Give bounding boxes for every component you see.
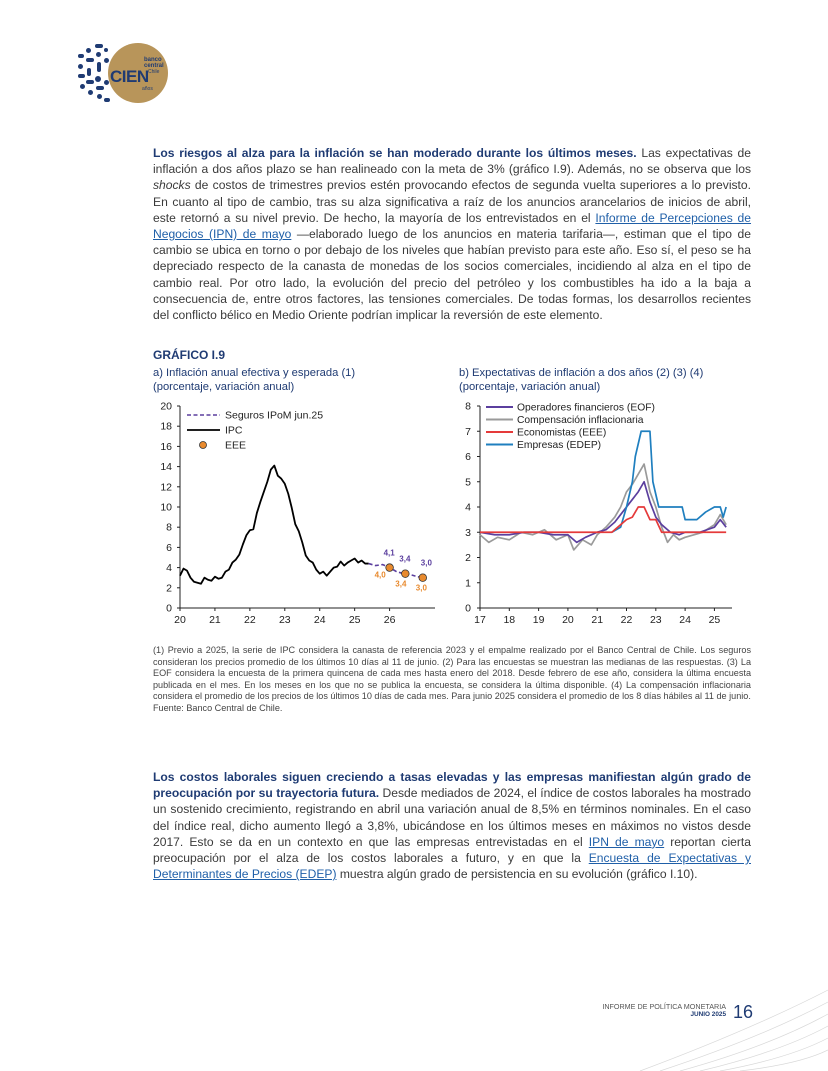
y-tick-label: 0 — [166, 602, 172, 615]
y-tick-label: 16 — [160, 440, 172, 453]
legend-eee-label: EEE — [225, 439, 247, 452]
paragraph-text: muestra algún grado de persistencia en su evolución (gráfico I.10). — [336, 867, 698, 882]
logo-brand-line2: central — [144, 63, 164, 69]
x-tick-label: 25 — [348, 614, 361, 626]
graph-footnotes: (1) Previo a 2025, la serie de IPC considera la canasta de referencia 2023 y el empalme realizado por el Banco Central de Chile. Los seguros consideran los precios promedio de los últimos 10 días al 11 de junio. (2) Para las encuestas se muestran las medianas de las respuestas. (3) La EOF considera la encuesta de la primera quincena de cada mes hasta enero del 2018. Desde febrero de ese año, considera la última encuesta publicada en el mes. En los meses en los que no se publica la encuesta, se considera la última disponible. (4) La compensación inflacionaria considera el promedio de los precios de los últimos 10 días de cada mes. Para junio 2025 considera el promedio de los 8 días hábiles al 11 de junio. — [153, 645, 751, 702]
panel-a-heading — [153, 366, 355, 394]
x-tick-label: 23 — [278, 614, 291, 626]
series-edep-line — [612, 431, 726, 532]
y-tick-label: 4 — [465, 501, 471, 514]
y-tick-label: 8 — [465, 400, 471, 413]
eee-data-label: 4,0 — [374, 570, 386, 580]
page-number: 16 — [733, 1002, 754, 1022]
series-eof-line — [480, 482, 726, 543]
banco-central-cien-logo — [76, 40, 172, 106]
legend-eee-swatch — [200, 442, 207, 449]
x-tick-label: 21 — [209, 614, 221, 626]
legend-eee-label: Economistas (EEE) — [517, 427, 607, 439]
series-compensacion-line — [480, 464, 726, 550]
paragraph-text: de costos de trimestres previos estén provocando efectos de segunda vuelta superiores a lo previsto. En cuanto al tipo de cambio, tras su alza significativa a raíz de los anuncios arancelarios de inicios de abril, este retornó a su nivel previo. De hecho, la mayoría de los entrevistados en el — [153, 178, 751, 225]
x-tick-label: 24 — [679, 614, 691, 626]
paragraph-text: —elaborado luego de los anuncios en materia tarifaria—, estiman que el tipo de cambio se ubica en torno o por debajo de los niveles que habían previsto para este año. Eso sí, el peso se ha depreciado respecto de la canasta de monedas de los socios comerciales, incidiendo al alza en el tipo de cambio real. Por otro lado, la evolución del precio del petróleo y los combustibles ha ido a la baja a consecuencia de, entre otros factores, las tensiones comerciales. De todas formas, los desarrollos recientes del conflicto bélico en Medio Oriente podrían implicar la reversión de este elemento. — [153, 227, 751, 323]
eee-point — [419, 574, 427, 582]
x-tick-label: 20 — [174, 614, 186, 626]
legend-compensacion-label: Compensación inflacionaria — [517, 415, 644, 426]
panel-a-title: a) Inflación anual efectiva y esperada (1) — [153, 367, 356, 379]
eee-point — [386, 564, 394, 572]
y-tick-label: 4 — [166, 562, 172, 575]
footer-title: INFORME DE POLÍTICA MONETARIA — [602, 1002, 726, 1011]
paragraph-italic: shocks — [153, 178, 191, 193]
footer-publication — [602, 1002, 726, 1019]
graph-source: Fuente: Banco Central de Chile. — [153, 702, 283, 713]
ipn-link[interactable]: Informe de Percepciones de Negocios (IPN) de mayo — [153, 210, 752, 242]
y-tick-label: 20 — [160, 400, 172, 413]
seguros-data-label: 4,1 — [383, 548, 395, 558]
paragraph-text: reportan cierta preocupación por el alza de los costos laborales a futuro, y en que la — [153, 834, 751, 866]
paragraph-inflation-risks — [153, 145, 751, 323]
paragraph-text: Desde mediados de 2024, el índice de costos laborales ha mostrado un sostenido crecimiento, registrando en abril una variación anual de 8,5% en términos nominales. En el caso del índice real, dicho aumento llegó a 3,8%, ubicándose en los últimos meses en máximos no vistos desde 2017. Esto se da en un contexto en que las empresas entrevistadas en el — [153, 786, 751, 849]
logo-brand-line3: Chile — [148, 69, 160, 75]
paragraph-lead: Los costos laborales siguen creciendo a tasas elevadas y las empresas manifiestan algún grado de preocupación por su trayectoria futura. — [153, 770, 751, 801]
y-tick-label: 14 — [160, 461, 172, 474]
seguros-data-label: 3,4 — [399, 554, 411, 564]
y-tick-label: 2 — [465, 552, 471, 564]
logo-brand-line1: banco — [144, 57, 162, 63]
paragraph-lead: Los riesgos al alza para la inflación se han moderado durante los últimos meses. — [153, 146, 637, 160]
legend-ipc-label: IPC — [225, 424, 243, 437]
logo-small-text: años — [142, 86, 153, 92]
x-tick-label: 23 — [649, 614, 662, 626]
x-tick-label: 20 — [562, 614, 574, 626]
footer-date: JUNIO 2025 — [690, 1011, 726, 1018]
chart-a — [145, 398, 445, 634]
eee-data-label: 3,4 — [395, 579, 407, 589]
x-tick-label: 17 — [474, 614, 486, 626]
y-tick-label: 3 — [465, 526, 471, 539]
x-tick-label: 26 — [383, 614, 396, 626]
graph-notes — [153, 645, 751, 715]
legend-edep-label: Empresas (EDEP) — [517, 440, 602, 451]
y-tick-label: 8 — [166, 521, 172, 534]
x-tick-label: 21 — [591, 614, 604, 626]
y-tick-label: 10 — [160, 501, 172, 514]
x-tick-label: 25 — [708, 614, 721, 626]
x-tick-label: 24 — [313, 614, 326, 626]
legend-eof-label: Operadores financieros (EOF) — [517, 402, 655, 414]
y-tick-label: 18 — [160, 420, 172, 433]
decorative-curves — [600, 980, 828, 1071]
seguros-data-label: 3,0 — [420, 558, 432, 568]
y-tick-label: 2 — [166, 582, 172, 595]
x-tick-label: 19 — [532, 614, 545, 626]
chart-b — [450, 398, 750, 634]
y-tick-label: 6 — [166, 541, 172, 554]
edep-link[interactable]: Encuesta de Expectativas y Determinantes de Precios (EDEP) — [153, 851, 751, 882]
y-tick-label: 1 — [465, 577, 471, 590]
panel-b-title: b) Expectativas de inflación a dos años (2) (3) (4) — [459, 367, 704, 379]
panel-b-heading — [459, 366, 703, 394]
x-tick-label: 22 — [244, 614, 256, 626]
x-tick-label: 18 — [503, 614, 516, 626]
y-tick-label: 5 — [465, 476, 471, 489]
logo-big-text: CIEN — [110, 67, 149, 86]
panel-b-subtitle: (porcentaje, variación anual) — [459, 381, 601, 393]
eee-point — [402, 570, 410, 578]
legend-seguros-label: Seguros IPoM jun.25 — [225, 409, 324, 422]
eee-data-label: 3,0 — [415, 583, 427, 593]
y-tick-label: 7 — [465, 425, 471, 438]
y-tick-label: 12 — [160, 481, 172, 494]
paragraph-text: Las expectativas de inflación a dos años plazo se han realineado con la meta de 3% (gráfico I.9). Además, no se observa que los — [153, 146, 751, 177]
paragraph-labor-costs — [153, 769, 751, 882]
panel-a-subtitle: (porcentaje, variación anual) — [153, 381, 295, 393]
y-tick-label: 0 — [465, 602, 471, 615]
x-tick-label: 22 — [620, 614, 633, 626]
series-ipc-line — [180, 466, 369, 584]
y-tick-label: 6 — [465, 451, 471, 463]
graph-title: GRÁFICO I.9 — [153, 348, 226, 362]
ipn-link[interactable]: IPN de mayo — [588, 834, 665, 849]
